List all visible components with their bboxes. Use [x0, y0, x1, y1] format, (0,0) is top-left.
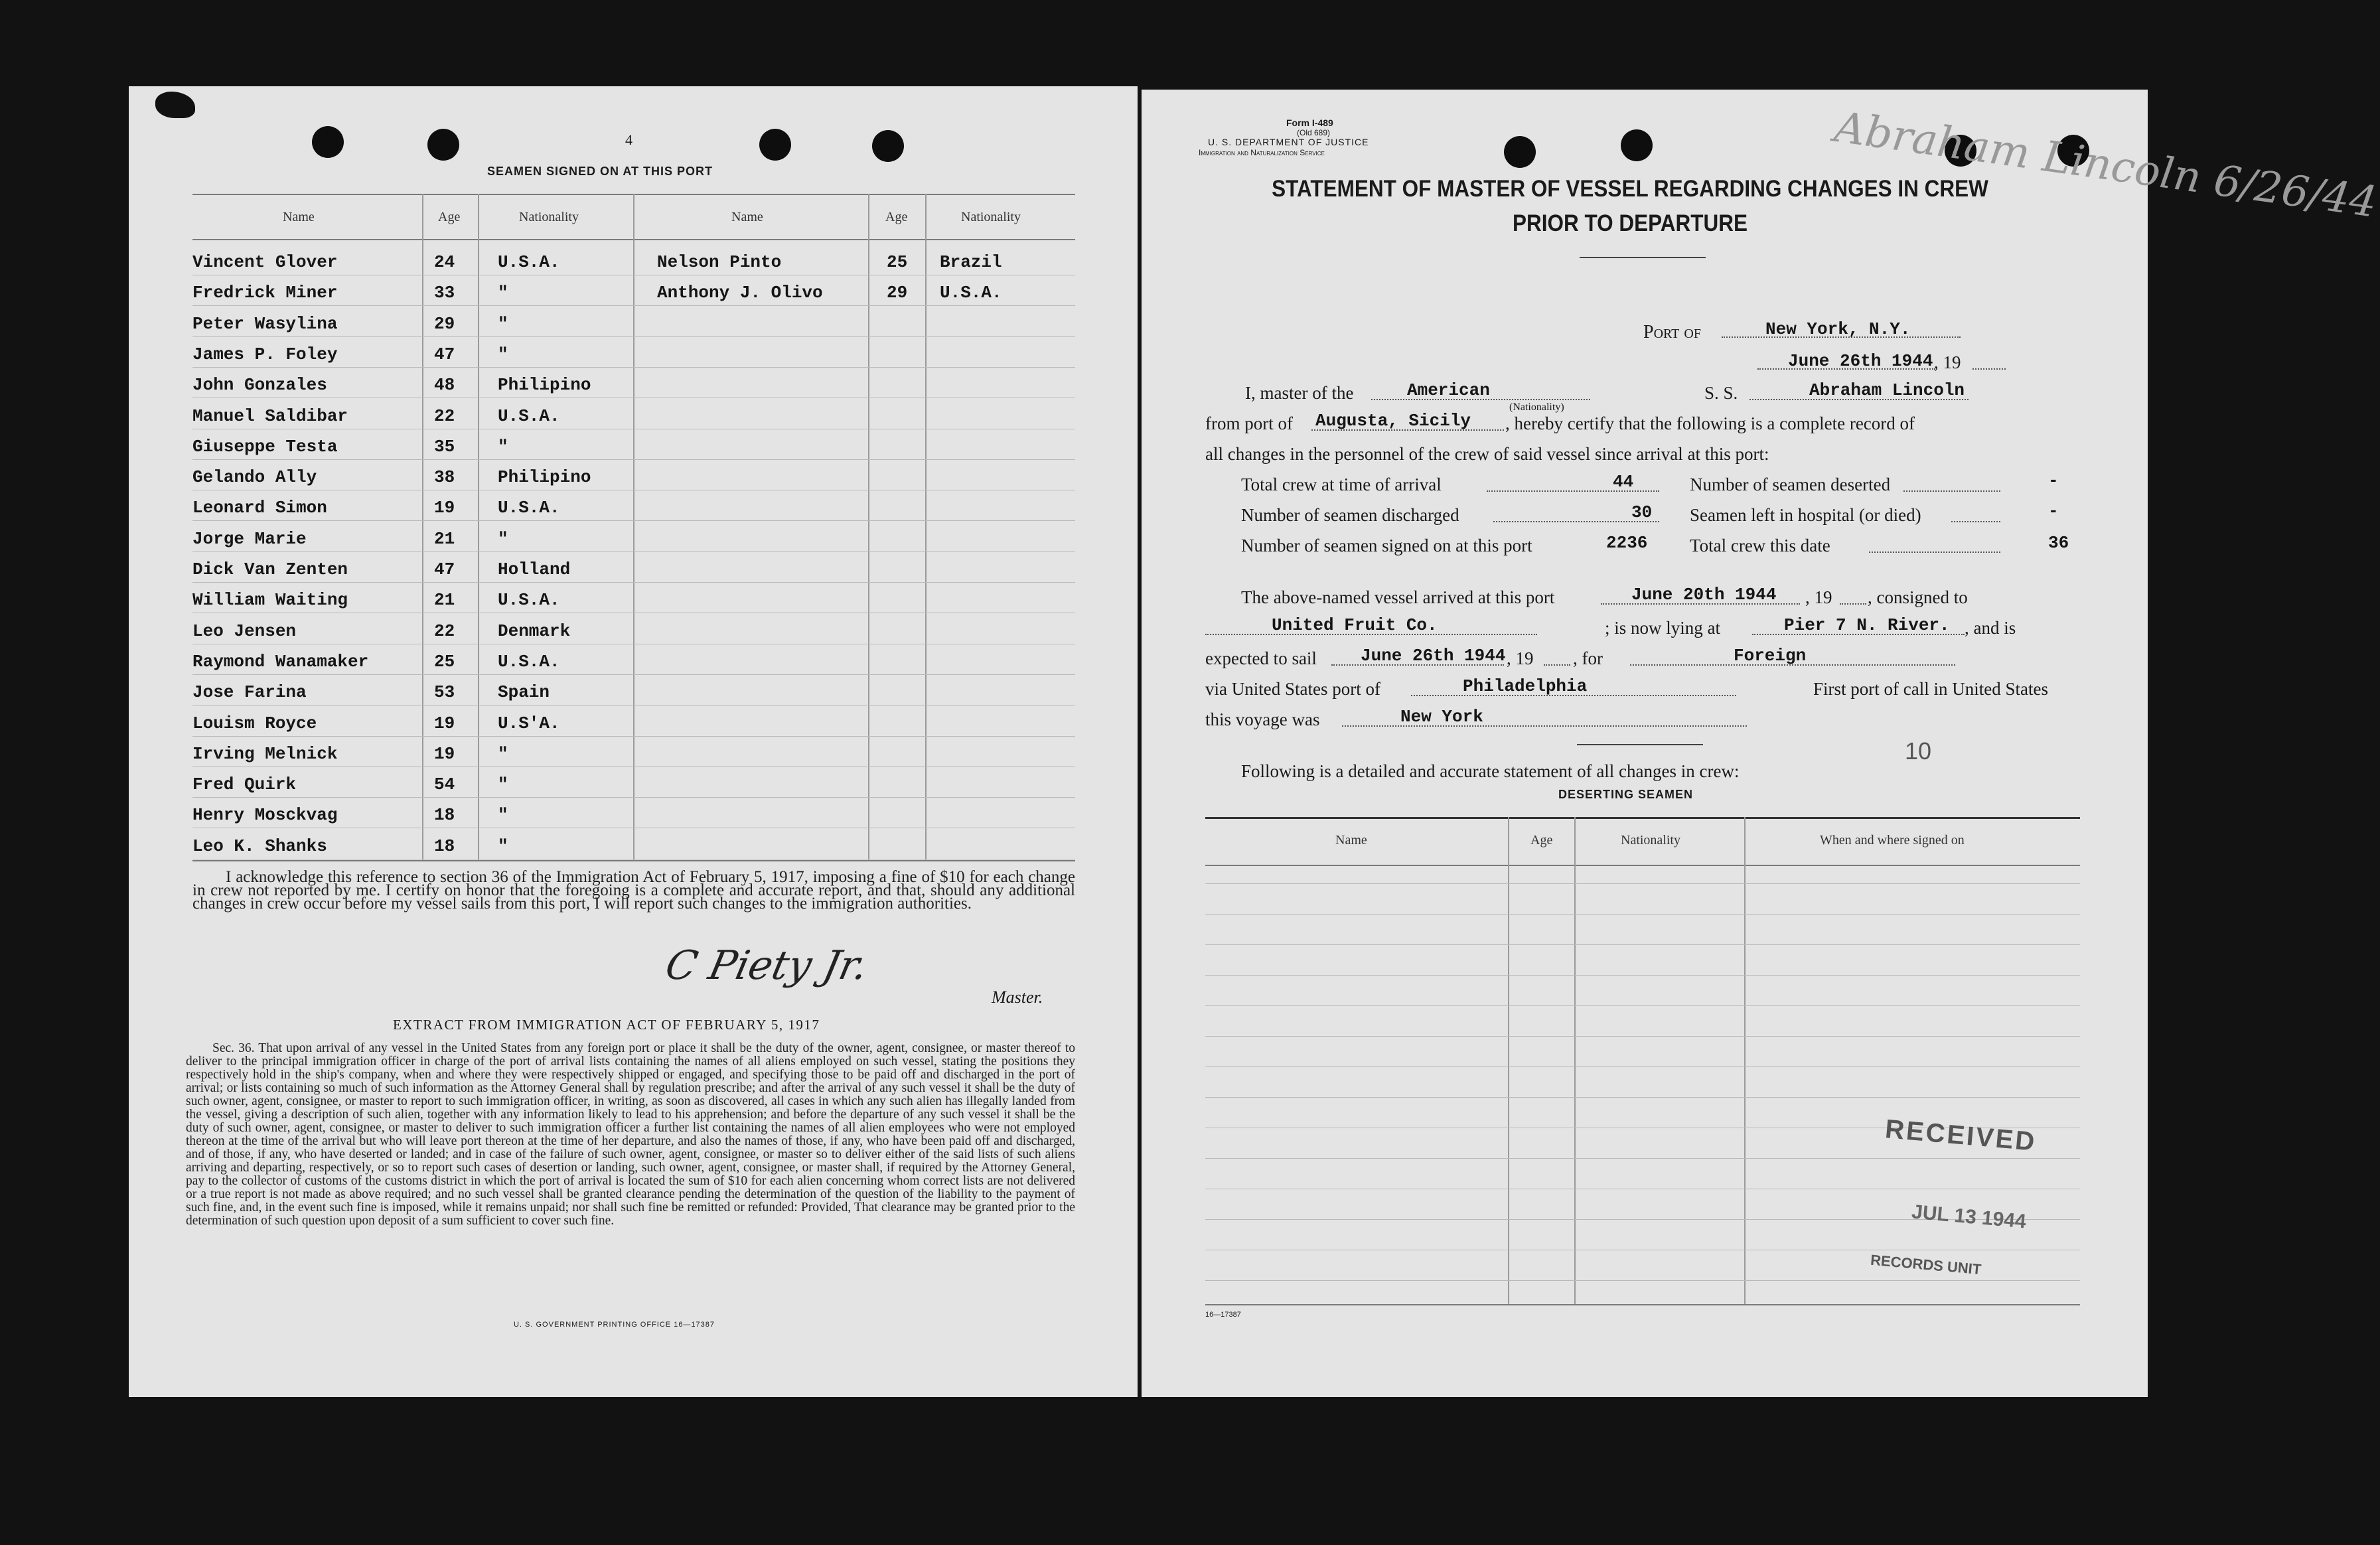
row-rule [192, 305, 1075, 306]
col-header-nationality: Nationality [519, 210, 579, 224]
signed-on-label: Number of seamen signed on at this port [1241, 536, 1532, 555]
seaman-name: Leo Jensen [192, 621, 297, 641]
col-divider [1744, 817, 1746, 1304]
seaman-nationality: " [498, 744, 508, 764]
section-title: SEAMEN SIGNED ON AT THIS PORT [487, 165, 713, 178]
via-label: via United States port of [1205, 679, 1380, 699]
row-rule [192, 582, 1075, 583]
certify-text-continued: all changes in the personnel of the crew of said vessel since arrival at this port: [1205, 444, 1769, 464]
received-stamp-date: JUL 13 1944 [1910, 1201, 2028, 1233]
seaman-nationality: U.S'A. [498, 713, 560, 733]
col-divider [925, 194, 927, 860]
first-call-label: First port of call in United States [1813, 679, 2048, 699]
seaman-age: 21 [434, 590, 455, 610]
col-divider [868, 194, 869, 860]
seaman-name: Irving Melnick [192, 744, 338, 764]
ss-label: S. S. [1704, 383, 1738, 403]
seaman-nationality: U.S.A. [498, 652, 560, 672]
sail-suffix: , 19 [1507, 648, 1534, 668]
received-stamp: RECEIVED [1884, 1114, 2038, 1157]
arrived-date: June 20th 1944 [1631, 585, 1777, 605]
row-rule [192, 367, 1075, 368]
port-value: New York, N.Y. [1765, 319, 1911, 339]
seaman-age: 38 [434, 467, 455, 487]
right-page [1142, 90, 2380, 1397]
handwritten-note: Abraham Lincoln 6/26/44 [1831, 103, 2380, 228]
seaman-name: John Gonzales [192, 375, 327, 395]
total-crew-date: 36 [2048, 533, 2069, 553]
seaman-name: Nelson Pinto [657, 252, 782, 272]
year-field-line [1840, 603, 1866, 605]
seaman-age: 24 [434, 252, 455, 272]
table-bottom-rule [192, 860, 1075, 861]
seaman-name: Giuseppe Testa [192, 437, 338, 457]
row-rule [192, 459, 1075, 460]
row-rule [1205, 944, 2080, 945]
year-field-line [1972, 368, 2006, 370]
certify-text: , hereby certify that the following is a complete record of [1505, 413, 1915, 433]
date-value: June 26th 1944 [1788, 351, 1933, 371]
seaman-age: 21 [434, 529, 455, 549]
signed-on-count: 2236 [1606, 533, 1648, 553]
lying-label: ; is now lying at [1605, 618, 1720, 638]
table-header-rule [1205, 865, 2080, 866]
destination: Foreign [1734, 646, 1807, 666]
punch-hole [759, 129, 791, 161]
seaman-age: 25 [434, 652, 455, 672]
col-header-nationality: Nationality [1621, 833, 1680, 847]
seaman-age: 29 [434, 314, 455, 334]
seaman-nationality: " [498, 314, 508, 334]
col-header-signed-on: When and where signed on [1820, 833, 1965, 847]
ship-name: Abraham Lincoln [1809, 380, 1965, 400]
seaman-name: Anthony J. Olivo [657, 283, 823, 303]
discharged-count: 30 [1631, 502, 1653, 522]
col-header-name: Name [1335, 833, 1367, 847]
row-rule [1205, 914, 2080, 915]
form-number: Form I-489 [1286, 117, 1333, 128]
punch-hole [1621, 129, 1653, 161]
col-divider [422, 194, 423, 860]
deserted-count: - [2048, 471, 2059, 490]
via-port: Philadelphia [1463, 676, 1588, 696]
seaman-nationality: U.S.A. [498, 590, 560, 610]
col-divider [478, 194, 479, 860]
punch-hole [1504, 136, 1536, 168]
col-header-name: Name [731, 210, 763, 224]
total-crew-arrival-label: Total crew at time of arrival [1241, 475, 1442, 494]
row-rule [192, 736, 1075, 737]
form-title: STATEMENT OF MASTER OF VESSEL REGARDING CHANGES IN CREW [1272, 176, 1988, 202]
leader-dots [1951, 521, 2000, 522]
seaman-name: Fred Quirk [192, 774, 297, 794]
port-label: Port of [1643, 322, 1701, 342]
extract-title: EXTRACT FROM IMMIGRATION ACT OF FEBRUARY 5, 1917 [393, 1017, 820, 1033]
seaman-name: Raymond Wanamaker [192, 652, 369, 672]
punch-hole [312, 126, 344, 158]
margin-mark: 10 [1905, 737, 1932, 765]
seaman-nationality: U.S.A. [940, 283, 1002, 303]
printer-line: U. S. GOVERNMENT PRINTING OFFICE 16—17387 [514, 1321, 715, 1329]
form-old-number: (Old 689) [1297, 128, 1331, 137]
seaman-age: 35 [434, 437, 455, 457]
col-header-age: Age [885, 210, 908, 224]
seaman-name: William Waiting [192, 590, 348, 610]
seaman-name: Jose Farina [192, 682, 307, 702]
department-name: U. S. DEPARTMENT OF JUSTICE [1208, 137, 1369, 147]
seaman-age: 33 [434, 283, 455, 303]
seaman-nationality: " [498, 774, 508, 794]
arrived-label: The above-named vessel arrived at this port [1241, 587, 1555, 607]
seaman-nationality: Holland [498, 559, 571, 579]
col-divider [1508, 817, 1509, 1304]
and-is-label: , and is [1965, 618, 2016, 638]
master-signature: C Piety Jr. [661, 942, 872, 989]
seaman-age: 18 [434, 836, 455, 856]
seaman-name: Leonard Simon [192, 498, 327, 518]
page-number: 4 [625, 131, 632, 148]
seaman-nationality: " [498, 283, 508, 303]
seaman-age: 47 [434, 559, 455, 579]
seaman-nationality: " [498, 836, 508, 856]
seaman-age: 19 [434, 498, 455, 518]
printer-line: 16—17387 [1205, 1311, 1241, 1319]
table-top-rule [1205, 817, 2080, 819]
row-rule [192, 797, 1075, 798]
col-header-age: Age [1530, 833, 1553, 847]
seaman-nationality: U.S.A. [498, 252, 560, 272]
date-suffix: , 19 [1934, 352, 1961, 372]
seaman-name: Gelando Ally [192, 467, 317, 487]
row-rule [1205, 1036, 2080, 1037]
row-rule [1205, 883, 2080, 884]
left-page [129, 86, 1138, 1397]
seaman-age: 19 [434, 713, 455, 733]
master-of-label: I, master of the [1245, 383, 1354, 403]
arrived-suffix: , 19 [1805, 587, 1832, 607]
row-rule [1205, 1280, 2080, 1281]
for-label: , for [1573, 648, 1603, 668]
from-port-value: Augusta, Sicily [1315, 411, 1471, 431]
seaman-nationality: " [498, 344, 508, 364]
col-divider [633, 194, 634, 860]
col-header-age: Age [438, 210, 461, 224]
service-name: Immigration and Naturalization Service [1199, 148, 1325, 157]
seaman-nationality: Philipino [498, 467, 591, 487]
expected-label: expected to sail [1205, 648, 1317, 668]
seaman-nationality: U.S.A. [498, 498, 560, 518]
seaman-name: James P. Foley [192, 344, 338, 364]
hospital-count: - [2048, 501, 2059, 521]
year-field-line [1544, 664, 1570, 666]
row-rule [1205, 1158, 2080, 1159]
from-port-label: from port of [1205, 413, 1293, 433]
seaman-nationality: Spain [498, 682, 550, 702]
seaman-age: 25 [887, 252, 908, 272]
punch-hole [427, 129, 459, 161]
seaman-name: Leo K. Shanks [192, 836, 327, 856]
seaman-name: Peter Wasylina [192, 314, 338, 334]
deserting-title: DESERTING SEAMEN [1558, 788, 1694, 801]
seaman-name: Dick Van Zenten [192, 559, 348, 579]
seaman-nationality: " [498, 437, 508, 457]
form-subtitle: PRIOR TO DEPARTURE [1512, 210, 1748, 236]
deserted-label: Number of seamen deserted [1690, 475, 1891, 494]
seaman-age: 19 [434, 744, 455, 764]
total-crew-arrival: 44 [1613, 472, 1634, 492]
row-rule [192, 674, 1075, 675]
master-label: Master. [992, 988, 1043, 1007]
row-rule [192, 336, 1075, 337]
extract-text: Sec. 36. That upon arrival of any vessel in the United States from any foreign port or place it shall be the duty of the owner, agent, consignee, or master thereof to deliver to the principal immigration officer in charge of the port of arrival lists containing the names of all aliens employed on such vessel, stating the positions they respectively hold in the ship's company, when and where they were respectively shipped or engaged, and specifying those to be paid off and discharged in the port of arrival; or lists containing so much of such information as the Attorney General shall by regulation prescribe; and after the arrival of any such vessel it shall be the duty of such owner, agent, consignee, or master to report to such immigration officer, in writing, as soon as discovered, all cases in which any such alien has illegally landed from the vessel, giving a description of such alien, together with any information likely to lead to his apprehension; and before the departure of any such vessel it shall be the duty of such owner, agent, consignee, or master to deliver to such immigration officer a further list containing the names of all alien employees who were not employed thereon at the time of the arrival but who will leave port thereon at the time of her departure, and also the names of those, if any, who have been paid off and discharged, and of those, if any, who have deserted or landed; and in case of the failure of such owner, agent, consignee, or master so to deliver either of the said lists of such aliens arriving and departing, respectively, or so to report such cases of desertion or landing, such owner, agent, consignee, or master shall, if required by the Attorney General, pay to the collector of customs of the customs district in which the port of arrival is located the sum of $10 for each alien concerning whom correct lists are not delivered or a true report is not made as above required; and no such vessel shall be granted clearance pending the determination of the question of the liability to the payment of such fine, and, in the event such fine is imposed, while it remains unpaid; nor shall such fine be remitted or refunded: Provided, That clearance may be granted prior to the determination of such question upon deposit of a sum sufficient to cover such fine. [186, 1041, 1075, 1228]
seaman-age: 22 [434, 406, 455, 426]
following-label: Following is a detailed and accurate statement of all changes in crew: [1241, 761, 1740, 781]
seaman-name: Louism Royce [192, 713, 317, 733]
nationality-caption: (Nationality) [1509, 402, 1564, 413]
consigned-label: , consigned to [1868, 587, 1968, 607]
seaman-name: Vincent Glover [192, 252, 338, 272]
torn-corner-mark [155, 92, 195, 118]
acknowledgement-text: I acknowledge this reference to section 36 of the Immigration Act of February 5, 1917, imposing a fine of $10 for each change in crew not reported by me. I certify on honor that the foregoing is a complete and accurate report, and that, should any additional changes in crew occur before my vessel sails from this port, I will report such changes to the immigration authorities. [192, 868, 1075, 913]
total-crew-date-label: Total crew this date [1690, 536, 1830, 555]
section-rule [1577, 744, 1703, 745]
seaman-nationality: " [498, 529, 508, 549]
seaman-name: Manuel Saldibar [192, 406, 348, 426]
seaman-age: 47 [434, 344, 455, 364]
table-bottom-rule [1205, 1304, 2080, 1305]
seaman-nationality: U.S.A. [498, 406, 560, 426]
leader-dots [1903, 490, 2000, 492]
seaman-name: Jorge Marie [192, 529, 307, 549]
leader-dots [1869, 552, 2000, 553]
row-rule [1205, 1005, 2080, 1006]
lying-at: Pier 7 N. River. [1784, 615, 1950, 635]
seaman-age: 53 [434, 682, 455, 702]
seaman-name: Henry Mosckvag [192, 805, 338, 825]
row-rule [192, 520, 1075, 521]
seaman-nationality: Philipino [498, 375, 591, 395]
seaman-nationality: Denmark [498, 621, 571, 641]
seaman-age: 48 [434, 375, 455, 395]
seaman-age: 18 [434, 805, 455, 825]
seaman-age: 54 [434, 774, 455, 794]
voyage-label: this voyage was [1205, 709, 1320, 729]
discharged-label: Number of seamen discharged [1241, 505, 1459, 525]
seaman-age: 29 [887, 283, 908, 303]
row-rule [1205, 975, 2080, 976]
records-unit-stamp: RECORDS UNIT [1870, 1251, 1982, 1278]
row-rule [1205, 1097, 2080, 1098]
hospital-label: Seamen left in hospital (or died) [1690, 505, 1921, 525]
sail-date: June 26th 1944 [1361, 646, 1506, 666]
seaman-age: 22 [434, 621, 455, 641]
title-rule [1580, 257, 1706, 258]
nationality-value: American [1407, 380, 1490, 400]
seaman-name: Fredrick Miner [192, 283, 338, 303]
seaman-nationality: Brazil [940, 252, 1002, 272]
col-header-nationality: Nationality [961, 210, 1021, 224]
voyage-port: New York [1400, 707, 1483, 727]
consignee: United Fruit Co. [1272, 615, 1438, 635]
seaman-nationality: " [498, 805, 508, 825]
col-header-name: Name [283, 210, 315, 224]
col-divider [1574, 817, 1576, 1304]
punch-hole [872, 130, 904, 162]
